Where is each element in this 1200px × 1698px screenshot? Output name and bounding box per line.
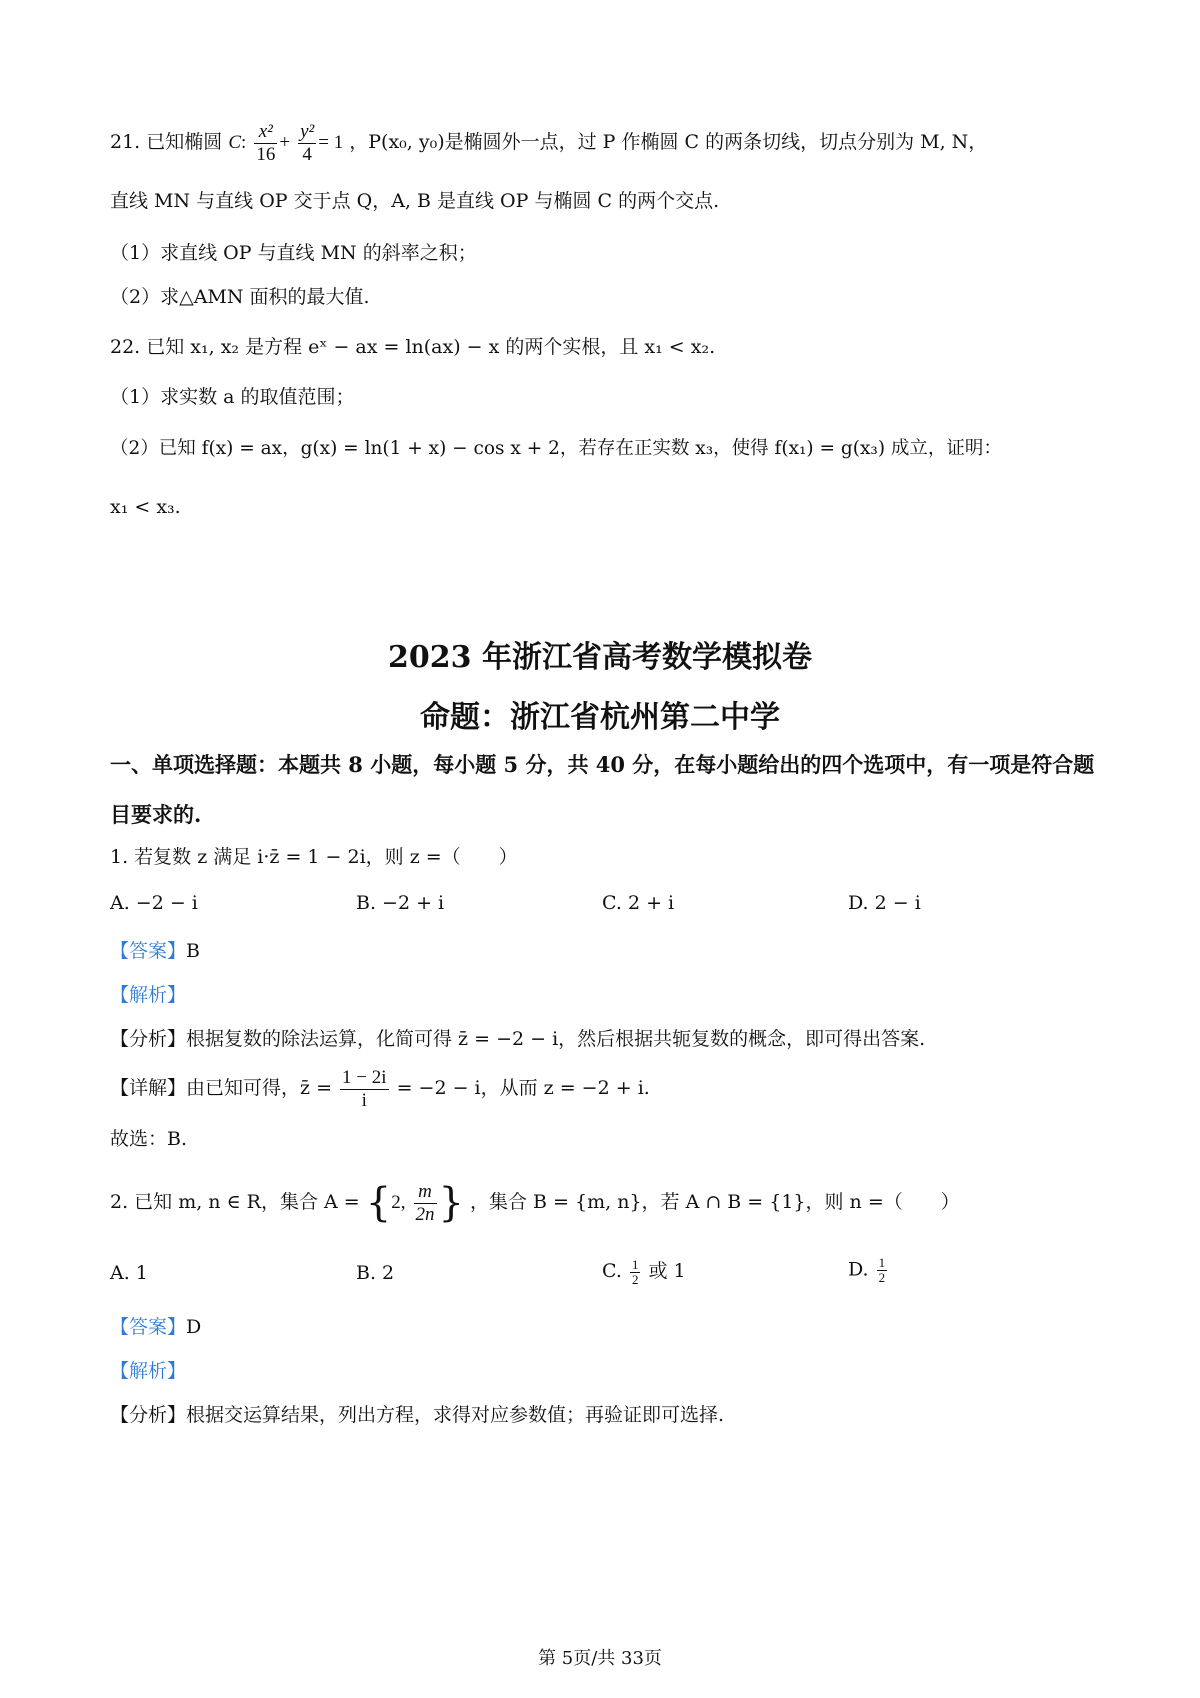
- q2-answer-value: D: [186, 1316, 202, 1338]
- q2-option-c: [602, 1256, 686, 1287]
- half-den-d: 2: [878, 1270, 886, 1285]
- ellipse-y-num: y²: [300, 120, 315, 142]
- xiangjie-tag: 【详解】: [110, 1077, 187, 1099]
- q1-fenxi: [110, 1024, 1100, 1054]
- q2-answer: [110, 1312, 1100, 1342]
- q2-option-d-fraction: [877, 1256, 888, 1285]
- q21-line2: 直线 MN 与直线 OP 交于点 Q，A, B 是直线 OP 与椭圆 C 的两个交点.: [110, 190, 720, 212]
- q21-part1: （1）求直线 OP 与直线 MN 的斜率之积；: [110, 242, 477, 264]
- q1-analysis: [110, 980, 1100, 1010]
- half-den: 2: [631, 1271, 639, 1287]
- answer-tag: 【答案】: [110, 940, 187, 962]
- q1-xiangjie: [110, 1060, 1100, 1116]
- ellipse-y-fraction: [298, 121, 316, 166]
- q1-answer-value: B: [186, 940, 200, 962]
- q2-stem: [110, 1170, 1100, 1235]
- q1-option-b: B. −2 + i: [356, 892, 445, 914]
- q2-analysis: [110, 1356, 1100, 1386]
- q2-option-c-fraction: [630, 1258, 641, 1287]
- answer-tag-2: 【答案】: [110, 1316, 187, 1338]
- q21-prefix: 21. 已知椭圆: [110, 131, 223, 153]
- q2-setA-first: 2,: [391, 1192, 406, 1213]
- q2-option-c-suffix: 或 1: [648, 1260, 686, 1282]
- q2-stem-prefix: 2. 已知 m, n ∈ R，集合 A =: [110, 1191, 360, 1213]
- q2-fenxi-text: 根据交运算结果，列出方程，求得对应参数值；再验证即可选择.: [186, 1404, 725, 1426]
- q2-stem-suffix: ，集合 B = {m, n}，若 A ∩ B = {1}，则 n =（ ）: [470, 1191, 960, 1213]
- q1-xiangjie-suffix: = −2 − i，从而 z = −2 + i.: [396, 1077, 650, 1099]
- q1-answer: [110, 936, 1100, 966]
- q22-part1: （1）求实数 a 的取值范围；: [110, 386, 355, 408]
- page-footer: 第 5页/共 33页: [538, 1648, 662, 1669]
- half-num-d: 1: [878, 1255, 886, 1270]
- fenxi-tag: 【分析】: [110, 1028, 187, 1050]
- exam-title: 2023 年浙江省高考数学模拟卷: [388, 640, 812, 675]
- q21-line1: 21. 已知椭圆 C: $\frac{\text{x²}}{16}$ + $\frac{\text{y²}}{4}$ = 1 ，P(x₀, y₀)是椭圆外一点，过 P 作椭圆 C 的两条切线，切点分别为 M, N，: [110, 120, 988, 165]
- q21-part2: （2）求△AMN 面积的最大值.: [110, 286, 370, 308]
- right-brace: }: [438, 1180, 464, 1226]
- q2-option-a: A. 1: [110, 1262, 148, 1284]
- section-heading: 一、单项选择题：本题共 8 小题，每小题 5 分，共 40 分，在每小题给出的四个选项中，有一项是符合题目要求的.: [110, 752, 1095, 827]
- q2-option-c-label: C.: [602, 1260, 622, 1282]
- ellipse-name: C: [228, 132, 241, 153]
- q2-setA-num: m: [414, 1181, 437, 1204]
- q2-setA-fraction: [414, 1181, 437, 1226]
- half-num: 1: [631, 1256, 639, 1272]
- q22-line1: 22. 已知 x₁, x₂ 是方程 eˣ − ax = ln(ax) − x 的两个实根，且 x₁ < x₂.: [110, 336, 716, 358]
- q1-stem: 1. 若复数 z 满足 i·z̄ = 1 − 2i，则 z =（ ）: [110, 846, 518, 868]
- q1-fraction: [340, 1067, 389, 1112]
- ellipse-x-fraction: [254, 121, 277, 166]
- q1-option-d: D. 2 − i: [848, 892, 921, 914]
- q1-fenxi-text: 根据复数的除法运算，化简可得 z̄ = −2 − i，然后根据共轭复数的概念，即可得出答案.: [186, 1028, 926, 1050]
- q1-fraction-num: 1 − 2i: [342, 1066, 387, 1088]
- q1-conclusion: 故选：B.: [110, 1128, 188, 1150]
- q22-part2: （2）已知 f(x) = ax，g(x) = ln(1 + x) − cos x + 2，若存在正实数 x₃，使得 f(x₁) = g(x₃) 成立，证明：: [110, 438, 1002, 459]
- fenxi-tag-2: 【分析】: [110, 1404, 187, 1426]
- q2-option-b: B. 2: [356, 1262, 395, 1284]
- q1-option-c: C. 2 + i: [602, 892, 675, 914]
- q2-setA-den: 2n: [415, 1203, 435, 1225]
- q1-fraction-den: i: [361, 1089, 367, 1111]
- q2-option-d-label: D.: [848, 1258, 869, 1281]
- exam-subtitle: 命题：浙江省杭州第二中学: [420, 700, 780, 735]
- analysis-tag-2: 【解析】: [110, 1360, 187, 1382]
- q2-option-d: [848, 1256, 889, 1285]
- q1-xiangjie-prefix: 由已知可得，z̄ =: [186, 1077, 332, 1099]
- ellipse-y-den: 4: [302, 143, 312, 165]
- ellipse-x-num: x²: [254, 121, 277, 144]
- q1-option-a: A. −2 − i: [110, 892, 198, 914]
- left-brace: {: [365, 1180, 392, 1226]
- q21-middle: ，P(x₀, y₀)是椭圆外一点，过 P 作椭圆 C 的两条切线，切点分别为 M, N，: [349, 131, 988, 153]
- ellipse-x-den: 16: [256, 143, 276, 165]
- analysis-tag: 【解析】: [110, 984, 187, 1006]
- q22-part2-end: x₁ < x₃.: [110, 496, 181, 518]
- q2-fenxi: [110, 1400, 1100, 1430]
